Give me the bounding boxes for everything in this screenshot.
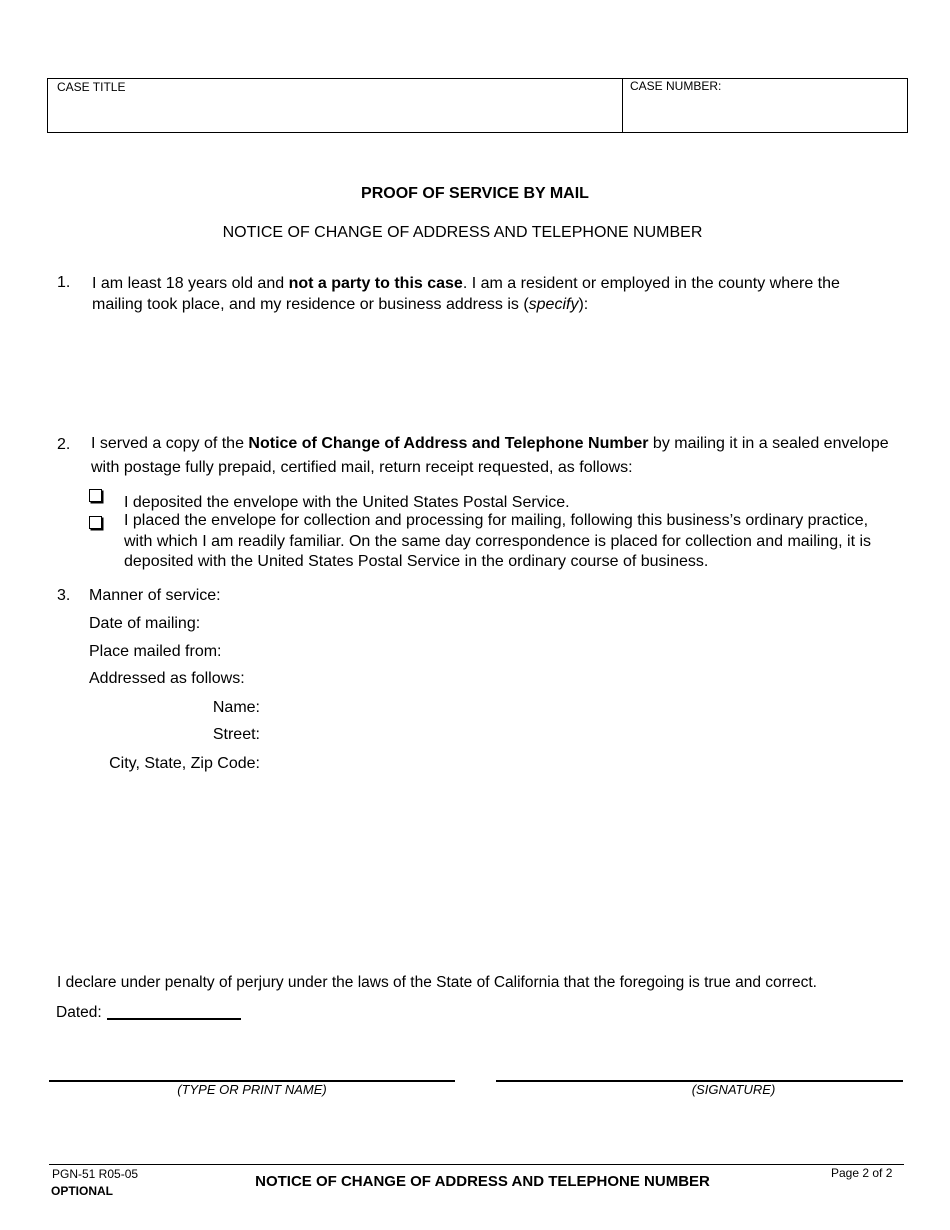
date-of-mailing-label: Date of mailing: [89,615,201,632]
page-number: Page 2 of 2 [831,1166,893,1180]
item1-text: I am least 18 years old and not a party to this case. I am a resident or employed in the county where the mailing took place, and my residence or business address is (specify): [92,275,840,313]
case-title-label: CASE TITLE [57,80,126,94]
city-state-zip-label: City, State, Zip Code: [109,755,260,772]
signature-caption: (SIGNATURE) [691,1082,776,1097]
option-deposited-label: I deposited the envelope with the United States Postal Service. [124,494,570,511]
optional-label: OPTIONAL [51,1184,113,1198]
case-number-label: CASE NUMBER: [630,79,722,93]
place-mailed-from-label: Place mailed from: [89,643,222,660]
addressed-as-follows-label: Addressed as follows: [89,670,245,687]
case-header-box [47,78,908,133]
footer-title: NOTICE OF CHANGE OF ADDRESS AND TELEPHONE NUMBER [255,1173,710,1190]
item1-number: 1. [57,274,71,291]
street-label: Street: [212,726,260,743]
page-title: PROOF OF SERVICE BY MAIL [361,185,589,202]
item3-number: 3. [57,587,71,604]
page-subtitle: NOTICE OF CHANGE OF ADDRESS AND TELEPHONE NUMBER [222,224,703,241]
print-name-caption: (TYPE OR PRINT NAME) [177,1082,327,1097]
name-label: Name: [212,699,260,716]
declaration-text: I declare under penalty of perjury under the laws of the State of California that the foregoing is true and correct. [57,974,817,991]
item2-text: I served a copy of the Notice of Change of Address and Telephone Number by mailing it in a sealed envelope with postage fully prepaid, certified mail, return receipt requested, as follows: [91,435,889,476]
checkbox-placed-for-collection[interactable] [89,516,102,529]
footer-rule [49,1164,904,1165]
manner-of-service-label: Manner of service: [89,587,221,604]
dated-line[interactable] [107,1018,241,1020]
header-divider [622,79,623,132]
dated-label: Dated: [56,1004,102,1021]
option-placed-label: I placed the envelope for collection and processing for mailing, following this business’s ordinary practice, with which I am readily familiar. On the same day correspondence is placed for collection and mailing, it is deposited with the United States Postal Service in the ordinary course of business. [124,512,872,570]
form-number: PGN-51 R05-05 [52,1167,139,1181]
checkbox-deposited[interactable] [89,489,102,502]
item2-number: 2. [57,436,71,453]
